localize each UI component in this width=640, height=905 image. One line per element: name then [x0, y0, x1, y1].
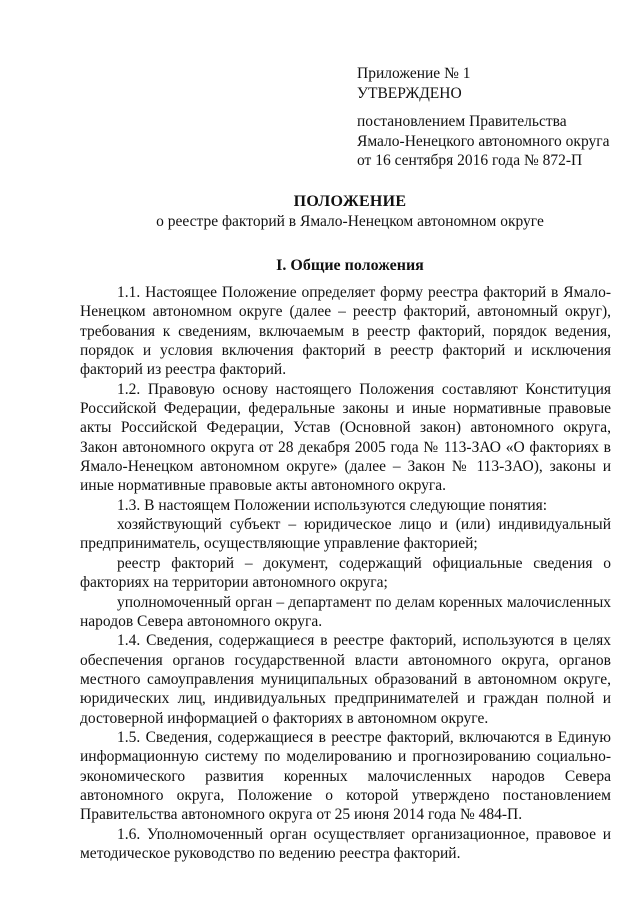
- approval-authority: Ямало-Ненецкого автономного округа: [357, 132, 610, 150]
- appendix-number: Приложение № 1: [357, 65, 471, 82]
- definition-registry: реестр факторий – документ, содержащий официальные сведения о факториях на территории автономного округа;: [80, 554, 611, 592]
- approved-label: УТВЕРЖДЕНО: [357, 84, 462, 102]
- paragraph-1-6: 1.6. Уполномоченный орган осуществляет организационное, правовое и методическое руководство по ведению реестра факторий.: [80, 825, 611, 862]
- document-subtitle: о реестре факторий в Ямало-Ненецком автономном округе: [156, 213, 544, 230]
- definition-authority: уполномоченный орган – департамент по делам коренных малочисленных народов Севера автономного округа.: [80, 593, 611, 630]
- title-block: [80, 192, 620, 276]
- document-title: ПОЛОЖЕНИЕ: [293, 193, 407, 210]
- paragraph-1-5: 1.5. Сведения, содержащиеся в реестре факторий, включаются в Единую информационную систему по моделированию и прогнозированию социально-экономического развития коренных малочисленных народов Севера автономного округа, Положение о которой утверждено постановлением Правительства автономного округа от 25 июня 2014 года № 484-П.: [80, 728, 611, 824]
- body-text: [80, 283, 611, 863]
- paragraph-1-2: 1.2. Правовую основу настоящего Положения составляют Конституция Российской Федерации, федеральные законы и иные нормативные правовые акты Российской Федерации, Устав (Основной закон) автономного округа, Закон автономного округа от 28 декабря 2005 года № 113-ЗАО «О факториях в Ямало-Ненецком автономном округе» (далее – Закон № 113-ЗАО), законы и иные нормативные правовые акты автономного округа.: [80, 380, 611, 495]
- approval-date: от 16 сентября 2016 года № 872-П: [357, 152, 583, 169]
- spacer: [357, 103, 627, 112]
- section-heading: I. Общие положения: [276, 257, 424, 274]
- approval-basis: постановлением Правительства: [357, 113, 567, 130]
- paragraph-1-3: 1.3. В настоящем Положении используются следующие понятия:: [117, 496, 548, 514]
- approval-stamp: [357, 64, 627, 171]
- paragraph-1-1: 1.1. Настоящее Положение определяет форму реестра факторий в Ямало-Ненецком автономном округе (далее – реестр факторий, автономный округ), требования к сведениям, включаемым в реестр факторий, порядок ведения, порядок и условия включения факторий в реестр факторий и исключения факторий из реестра факторий.: [80, 284, 611, 379]
- definition-entity: хозяйствующий субъект – юридическое лицо и (или) индивидуальный предприниматель, осуществляющие управление факторией;: [80, 516, 611, 553]
- paragraph-1-4: 1.4. Сведения, содержащиеся в реестре факторий, используются в целях обеспечения органов государственной власти автономного округа, органов местного самоуправления муниципальных образований в автономном округе, юридических лиц, индивидуальных предпринимателей и граждан полной и достоверной информацией о факториях в автономном округе.: [80, 632, 611, 727]
